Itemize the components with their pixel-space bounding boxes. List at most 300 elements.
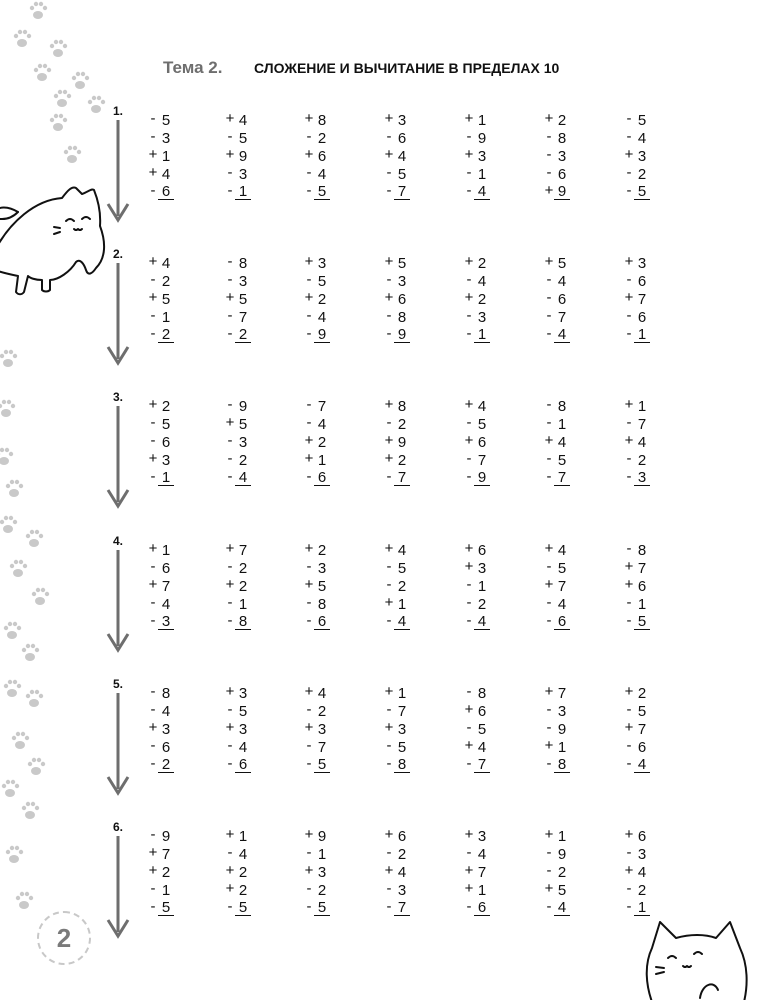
operator-sign: +	[624, 683, 634, 700]
answer-digit: 8	[394, 757, 410, 773]
digit: 5	[238, 291, 248, 308]
operator-sign: -	[546, 719, 552, 736]
operator-sign: +	[544, 576, 554, 593]
digit: 2	[397, 578, 407, 595]
answer-line	[304, 757, 344, 775]
digit: 9	[238, 148, 248, 165]
digit: 6	[557, 166, 567, 183]
operator-sign: +	[544, 540, 554, 557]
digit: 7	[477, 864, 487, 881]
operator-sign: -	[386, 414, 392, 431]
digit: 2	[238, 560, 248, 577]
digit: 2	[317, 291, 327, 308]
digit: 7	[238, 542, 248, 559]
digit: 6	[637, 309, 647, 326]
exercise-number: 6.	[113, 820, 124, 834]
answer-digit: 1	[474, 327, 490, 343]
operator-sign: -	[150, 432, 156, 449]
operator-sign: -	[386, 307, 392, 324]
digit: 4	[557, 542, 567, 559]
digit: 7	[637, 560, 647, 577]
operator-sign: -	[546, 396, 552, 413]
digit: 5	[238, 416, 248, 433]
operator-sign: +	[148, 862, 158, 879]
digit: 3	[397, 721, 407, 738]
operator-sign: -	[306, 737, 312, 754]
exercise-number: 4.	[113, 534, 124, 548]
digit: 8	[557, 130, 567, 147]
digit: 4	[557, 596, 567, 613]
digit: 5	[637, 112, 647, 129]
operator-sign: -	[227, 450, 233, 467]
digit: 7	[637, 721, 647, 738]
operator-sign: -	[306, 612, 312, 629]
digit: 5	[397, 255, 407, 272]
operator-sign: -	[626, 164, 632, 181]
operator-sign: -	[466, 468, 472, 485]
answer-digit: 3	[158, 614, 174, 630]
down-arrow	[108, 263, 128, 363]
operator-sign: -	[386, 325, 392, 342]
digit: 4	[317, 309, 327, 326]
answer-line	[624, 184, 664, 202]
operator-sign: +	[384, 450, 394, 467]
operator-sign: -	[227, 253, 233, 270]
digit: 7	[161, 846, 171, 863]
operator-sign: -	[386, 576, 392, 593]
operator-sign: -	[546, 701, 552, 718]
answer-line	[464, 757, 504, 775]
operator-sign: +	[464, 146, 474, 163]
operator-sign: +	[384, 719, 394, 736]
digit: 7	[637, 416, 647, 433]
operator-sign: -	[466, 612, 472, 629]
answer-line	[544, 470, 584, 488]
digit: 4	[557, 434, 567, 451]
digit: 4	[317, 685, 327, 702]
operator-sign: -	[466, 594, 472, 611]
digit: 8	[397, 309, 407, 326]
operator-sign: -	[306, 844, 312, 861]
digit: 6	[397, 291, 407, 308]
operator-sign: -	[546, 862, 552, 879]
digit: 3	[317, 560, 327, 577]
page-title: СЛОЖЕНИЕ И ВЫЧИТАНИЕ В ПРЕДЕЛАХ 10	[254, 60, 560, 76]
paw-print-icon	[32, 588, 49, 605]
digit: 1	[477, 882, 487, 899]
digit: 3	[637, 148, 647, 165]
digit: 3	[397, 882, 407, 899]
operator-sign: -	[626, 414, 632, 431]
operator-sign: -	[150, 826, 156, 843]
operator-sign: -	[306, 271, 312, 288]
answer-digit: 5	[634, 614, 650, 630]
digit: 3	[238, 434, 248, 451]
operator-sign: -	[386, 128, 392, 145]
operator-sign: +	[384, 146, 394, 163]
operator-sign: +	[384, 826, 394, 843]
operator-sign: +	[384, 289, 394, 306]
down-arrow	[108, 550, 128, 650]
answer-line	[464, 470, 504, 488]
operator-sign: -	[306, 468, 312, 485]
operator-sign: +	[464, 396, 474, 413]
digit: 1	[557, 739, 567, 756]
digit: 7	[477, 452, 487, 469]
operator-sign: -	[227, 755, 233, 772]
operator-sign: -	[150, 128, 156, 145]
digit: 2	[161, 864, 171, 881]
digit: 9	[477, 130, 487, 147]
paw-print-icon	[6, 480, 23, 497]
answer-digit: 4	[634, 757, 650, 773]
operator-sign: +	[225, 414, 235, 431]
operator-sign: +	[384, 862, 394, 879]
operator-sign: +	[384, 253, 394, 270]
operator-sign: -	[546, 844, 552, 861]
digit: 4	[477, 398, 487, 415]
digit: 3	[637, 846, 647, 863]
paw-print-icon	[88, 96, 105, 113]
digit: 7	[557, 309, 567, 326]
digit: 5	[557, 560, 567, 577]
digit: 2	[557, 864, 567, 881]
answer-digit: 4	[235, 470, 251, 486]
digit: 2	[637, 882, 647, 899]
operator-sign: -	[386, 701, 392, 718]
operator-sign: +	[464, 540, 474, 557]
digit: 5	[397, 560, 407, 577]
digit: 1	[637, 596, 647, 613]
digit: 1	[397, 596, 407, 613]
operator-sign: -	[227, 164, 233, 181]
digit: 4	[477, 846, 487, 863]
digit: 4	[238, 846, 248, 863]
cat-illustration-top	[0, 187, 104, 294]
operator-sign: -	[150, 880, 156, 897]
digit: 1	[317, 452, 327, 469]
answer-digit: 9	[554, 184, 570, 200]
operator-sign: -	[227, 468, 233, 485]
digit: 9	[161, 828, 171, 845]
operator-sign: +	[624, 396, 634, 413]
operator-sign: -	[306, 880, 312, 897]
operator-sign: +	[464, 880, 474, 897]
operator-sign: +	[464, 253, 474, 270]
down-arrow	[108, 120, 128, 220]
operator-sign: -	[150, 468, 156, 485]
answer-digit: 7	[394, 184, 410, 200]
digit: 9	[317, 828, 327, 845]
operator-sign: -	[227, 432, 233, 449]
digit: 5	[477, 416, 487, 433]
digit: 4	[238, 739, 248, 756]
digit: 6	[397, 828, 407, 845]
operator-sign: -	[626, 325, 632, 342]
digit: 6	[637, 828, 647, 845]
operator-sign: +	[225, 146, 235, 163]
operator-sign: -	[546, 898, 552, 915]
operator-sign: -	[546, 450, 552, 467]
operator-sign: +	[624, 146, 634, 163]
digit: 2	[238, 864, 248, 881]
operator-sign: -	[227, 844, 233, 861]
digit: 4	[637, 864, 647, 881]
digit: 1	[317, 846, 327, 863]
digit: 2	[477, 255, 487, 272]
answer-digit: 5	[235, 900, 251, 916]
operator-sign: -	[306, 396, 312, 413]
operator-sign: -	[150, 594, 156, 611]
answer-line	[304, 900, 344, 918]
digit: 9	[557, 721, 567, 738]
operator-sign: +	[225, 862, 235, 879]
answer-line	[225, 900, 265, 918]
answer-line	[148, 184, 188, 202]
digit: 4	[317, 166, 327, 183]
operator-sign: -	[546, 307, 552, 324]
answer-line	[464, 900, 504, 918]
answer-digit: 4	[554, 327, 570, 343]
paw-print-icon	[14, 30, 31, 47]
operator-sign: -	[386, 755, 392, 772]
operator-sign: -	[306, 414, 312, 431]
operator-sign: -	[227, 558, 233, 575]
operator-sign: +	[225, 826, 235, 843]
operator-sign: +	[464, 110, 474, 127]
operator-sign: +	[544, 182, 554, 199]
digit: 4	[637, 434, 647, 451]
operator-sign: -	[466, 164, 472, 181]
digit: 6	[161, 560, 171, 577]
operator-sign: +	[544, 253, 554, 270]
digit: 3	[317, 255, 327, 272]
operator-sign: +	[624, 862, 634, 879]
answer-digit: 6	[474, 900, 490, 916]
operator-sign: -	[150, 110, 156, 127]
operator-sign: -	[306, 182, 312, 199]
digit: 8	[637, 542, 647, 559]
digit: 3	[557, 148, 567, 165]
operator-sign: -	[626, 737, 632, 754]
answer-digit: 2	[235, 327, 251, 343]
operator-sign: -	[626, 880, 632, 897]
operator-sign: -	[306, 307, 312, 324]
operator-sign: -	[626, 450, 632, 467]
answer-digit: 4	[394, 614, 410, 630]
operator-sign: -	[306, 755, 312, 772]
answer-digit: 8	[235, 614, 251, 630]
operator-sign: -	[546, 755, 552, 772]
operator-sign: +	[464, 826, 474, 843]
digit: 8	[477, 685, 487, 702]
answer-line	[464, 327, 504, 345]
operator-sign: -	[150, 558, 156, 575]
digit: 8	[238, 255, 248, 272]
operator-sign: -	[466, 683, 472, 700]
operator-sign: +	[304, 253, 314, 270]
digit: 3	[161, 452, 171, 469]
digit: 6	[637, 273, 647, 290]
digit: 1	[477, 166, 487, 183]
answer-digit: 6	[158, 184, 174, 200]
digit: 1	[161, 542, 171, 559]
digit: 8	[161, 685, 171, 702]
operator-sign: +	[384, 110, 394, 127]
digit: 2	[238, 882, 248, 899]
answer-line	[148, 470, 188, 488]
digit: 2	[317, 882, 327, 899]
digit: 4	[477, 739, 487, 756]
operator-sign: -	[626, 844, 632, 861]
digit: 2	[397, 416, 407, 433]
operator-sign: +	[148, 576, 158, 593]
digit: 6	[637, 578, 647, 595]
operator-sign: -	[626, 540, 632, 557]
page-header	[0, 58, 759, 80]
operator-sign: -	[306, 558, 312, 575]
operator-sign: +	[148, 289, 158, 306]
digit: 4	[397, 148, 407, 165]
digit: 2	[397, 452, 407, 469]
paw-print-icon	[0, 516, 17, 533]
digit: 3	[477, 560, 487, 577]
operator-sign: -	[150, 414, 156, 431]
paw-print-icon	[12, 732, 29, 749]
operator-sign: -	[546, 468, 552, 485]
answer-line	[304, 184, 344, 202]
operator-sign: -	[306, 898, 312, 915]
operator-sign: -	[546, 414, 552, 431]
operator-sign: -	[466, 307, 472, 324]
paw-print-icon	[50, 40, 67, 57]
operator-sign: +	[544, 432, 554, 449]
digit: 3	[477, 148, 487, 165]
operator-sign: -	[227, 898, 233, 915]
down-arrow	[108, 406, 128, 506]
answer-digit: 7	[394, 900, 410, 916]
digit: 2	[317, 130, 327, 147]
answer-line	[304, 470, 344, 488]
operator-sign: +	[624, 289, 634, 306]
digit: 1	[397, 685, 407, 702]
digit: 4	[161, 255, 171, 272]
operator-sign: +	[304, 432, 314, 449]
digit: 7	[557, 578, 567, 595]
digit: 3	[161, 721, 171, 738]
answer-digit: 2	[158, 327, 174, 343]
digit: 2	[477, 596, 487, 613]
operator-sign: +	[464, 737, 474, 754]
operator-sign: -	[306, 594, 312, 611]
operator-sign: +	[544, 737, 554, 754]
operator-sign: -	[227, 612, 233, 629]
answer-digit: 4	[554, 900, 570, 916]
answer-line	[384, 470, 424, 488]
digit: 2	[238, 452, 248, 469]
digit: 6	[161, 434, 171, 451]
answer-digit: 7	[474, 757, 490, 773]
answer-digit: 5	[314, 184, 330, 200]
operator-sign: -	[626, 755, 632, 772]
operator-sign: -	[227, 325, 233, 342]
answer-line	[148, 614, 188, 632]
answer-digit: 1	[235, 184, 251, 200]
digit: 3	[317, 864, 327, 881]
operator-sign: -	[227, 701, 233, 718]
digit: 5	[397, 739, 407, 756]
digit: 4	[238, 112, 248, 129]
answer-digit: 3	[634, 470, 650, 486]
operator-sign: -	[626, 594, 632, 611]
answer-line	[544, 900, 584, 918]
digit: 6	[397, 130, 407, 147]
digit: 2	[317, 434, 327, 451]
operator-sign: +	[148, 146, 158, 163]
digit: 3	[397, 112, 407, 129]
operator-sign: +	[384, 683, 394, 700]
operator-sign: +	[225, 683, 235, 700]
digit: 6	[317, 148, 327, 165]
paw-print-icon	[0, 400, 15, 417]
answer-digit: 7	[394, 470, 410, 486]
digit: 7	[637, 291, 647, 308]
digit: 3	[397, 273, 407, 290]
digit: 9	[557, 846, 567, 863]
operator-sign: +	[464, 432, 474, 449]
operator-sign: -	[546, 146, 552, 163]
answer-line	[148, 757, 188, 775]
digit: 3	[557, 703, 567, 720]
answer-digit: 9	[314, 327, 330, 343]
paw-print-icon	[30, 2, 47, 19]
operator-sign: +	[304, 862, 314, 879]
operator-sign: -	[386, 271, 392, 288]
answer-digit: 1	[634, 327, 650, 343]
digit: 4	[317, 416, 327, 433]
exercise-number: 1.	[113, 104, 124, 118]
operator-sign: -	[306, 325, 312, 342]
operator-sign: +	[225, 719, 235, 736]
answer-line	[544, 757, 584, 775]
answer-digit: 6	[314, 614, 330, 630]
digit: 1	[477, 578, 487, 595]
paw-print-icon	[50, 114, 67, 131]
digit: 3	[238, 273, 248, 290]
answer-digit: 4	[474, 614, 490, 630]
operator-sign: +	[624, 558, 634, 575]
down-arrow	[108, 693, 128, 793]
paw-print-icon	[26, 690, 43, 707]
operator-sign: +	[304, 289, 314, 306]
operator-sign: -	[546, 128, 552, 145]
digit: 9	[397, 434, 407, 451]
operator-sign: +	[304, 450, 314, 467]
digit: 2	[477, 291, 487, 308]
operator-sign: -	[150, 898, 156, 915]
operator-sign: -	[227, 307, 233, 324]
operator-sign: -	[466, 325, 472, 342]
operator-sign: -	[150, 701, 156, 718]
digit: 5	[161, 416, 171, 433]
operator-sign: -	[227, 737, 233, 754]
answer-line	[384, 327, 424, 345]
operator-sign: -	[150, 325, 156, 342]
operator-sign: -	[626, 468, 632, 485]
operator-sign: -	[466, 182, 472, 199]
operator-sign: +	[148, 253, 158, 270]
operator-sign: -	[546, 164, 552, 181]
